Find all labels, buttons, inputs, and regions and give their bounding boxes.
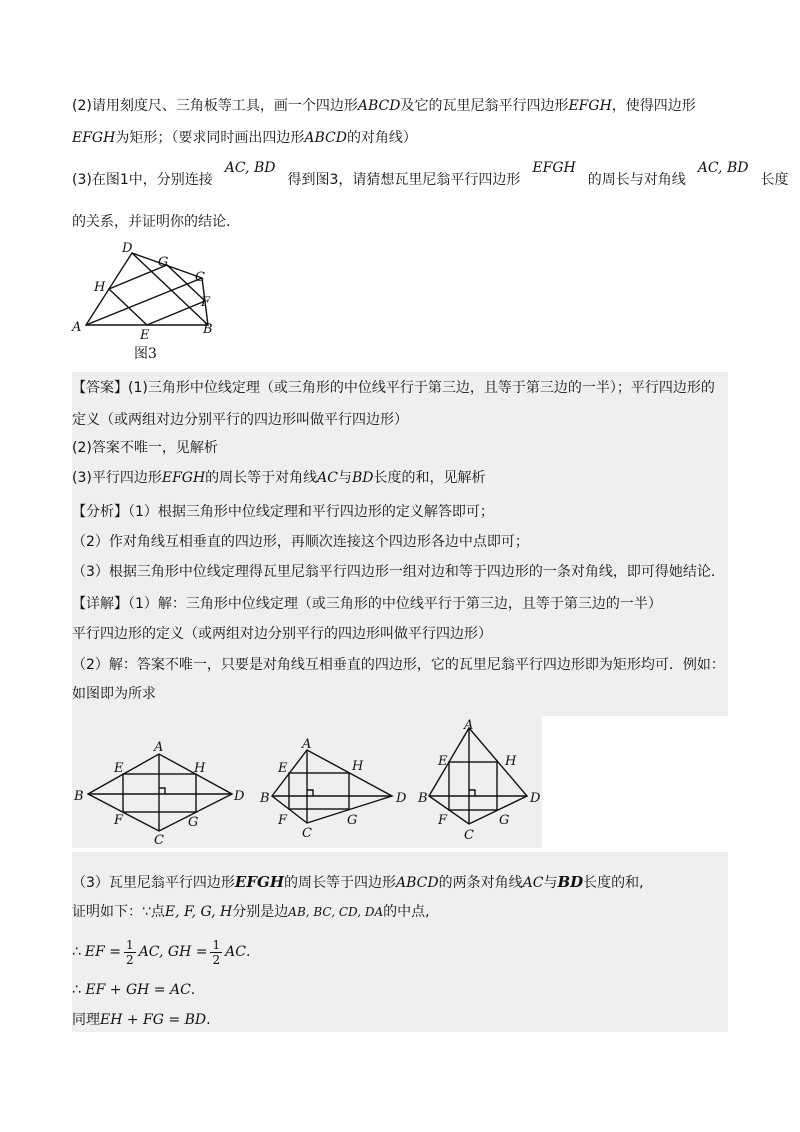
answer-line-3: (2)答案不唯一，见解析 — [72, 440, 218, 456]
math-ac-gh: AC, GH = — [138, 944, 208, 960]
proof-line-5 — [72, 1010, 211, 1030]
label-b: B — [203, 322, 213, 337]
diagonal-bd — [132, 253, 208, 325]
therefore-symbol: ∴ — [72, 944, 81, 960]
ex3-label-a: A — [464, 718, 474, 733]
analysis-line-3: （3）根据三角形中位线定理得瓦里尼翁平行四边形一组对边和等于四边形的一条对角线，即可得她结论． — [72, 564, 725, 580]
proof-line-2 — [72, 902, 430, 922]
q2-text: 的对角线） — [346, 130, 417, 146]
detail-line-2: 平行四边形的定义（或两组对边分别平行的四边形叫做平行四边形） — [72, 626, 492, 642]
proof-text: （3）瓦里尼翁平行四边形 — [72, 875, 235, 891]
ex2-label-c: C — [302, 826, 312, 841]
math-bd: BD — [352, 470, 374, 486]
math-ac: AC — [317, 470, 338, 486]
q3-text: (3)在图1中，分别连接 — [72, 172, 213, 188]
question-2-line-2 — [72, 128, 417, 148]
ex1-label-g: G — [188, 815, 199, 830]
ex1-label-f: F — [114, 813, 124, 828]
period: . — [206, 1012, 211, 1028]
math-bd: BD — [557, 873, 584, 891]
proof-line-3 — [72, 932, 250, 972]
math-efgh: EFGH — [532, 160, 576, 176]
q2-text: 为矩形；（要求同时画出四边形 — [115, 130, 305, 146]
label-a: A — [72, 320, 82, 335]
period: . — [190, 982, 196, 998]
ex1-label-d: D — [234, 789, 245, 804]
analysis-line-1: 【分析】（1）根据三角形中位线定理和平行四边形的定义解答即可； — [72, 504, 494, 520]
proof-text: 的两条对角线 — [438, 875, 523, 891]
ex3-label-e: E — [438, 754, 448, 769]
ex2-label-e: E — [278, 761, 288, 776]
math-ac-bd: AC, BD — [697, 160, 749, 176]
fraction-half — [124, 938, 136, 967]
ex2-label-b: B — [260, 791, 270, 806]
proof-line-4 — [72, 980, 195, 1000]
math-abcd: ABCD — [396, 875, 439, 891]
math-equation: EF + GH = AC — [85, 982, 191, 998]
therefore-symbol: ∴ — [72, 982, 81, 998]
question-2-line-1 — [72, 96, 696, 116]
proof-text: 与 — [543, 875, 558, 891]
label-h: H — [94, 280, 106, 295]
fraction-half — [210, 938, 222, 967]
fraction-numerator: 1 — [212, 937, 221, 952]
ex1-label-c: C — [154, 833, 164, 848]
example-3-rectangle — [449, 762, 497, 810]
ex3-label-d: D — [530, 791, 541, 806]
detail-line-3: （2）解：答案不唯一，只要是对角线互相垂直的四边形，它的瓦里尼翁平行四边形即为矩形均可．例如： — [72, 657, 725, 673]
q2-text: 及它的瓦里尼翁平行四边形 — [400, 98, 569, 114]
fraction-numerator: 1 — [126, 937, 134, 952]
answer-line-4 — [72, 468, 486, 488]
math-ac: AC — [522, 875, 544, 891]
ex1-label-a: A — [154, 740, 164, 755]
math-ac-bd: AC, BD — [224, 160, 276, 176]
math-efgh: EFGH — [161, 470, 206, 486]
ex2-label-f: F — [278, 813, 288, 828]
example-1-right-angle — [159, 788, 165, 794]
example-1-quadrilateral — [88, 754, 232, 831]
math-efgh: EFGH — [72, 130, 116, 146]
ex3-label-b: B — [418, 791, 428, 806]
q2-text: ，使得四边形 — [611, 98, 696, 114]
detail-line-4: 如图即为所求 — [72, 686, 156, 702]
example-2-rectangle — [289, 773, 349, 809]
math-sides: AB, BC, CD, DA — [288, 905, 384, 919]
ex2-label-a: A — [302, 737, 312, 752]
ex3-label-g: G — [499, 813, 510, 828]
analysis-line-2: （2）作对角线互相垂直的四边形，再顺次连接这个四边形各边中点即可； — [72, 534, 529, 550]
period: . — [245, 944, 251, 960]
proof-text: 的周长等于四边形 — [284, 875, 396, 891]
ex1-label-h: H — [194, 761, 206, 776]
ex2-label-h: H — [352, 759, 364, 774]
math-efgh: EFGH — [234, 873, 284, 891]
label-f: F — [201, 295, 211, 310]
example-figures — [72, 716, 542, 850]
math-equation: EH + FG = BD — [100, 1012, 207, 1028]
math-points: E, F, G, H — [164, 904, 233, 920]
label-g: G — [158, 255, 169, 270]
proof-text: 分别是边 — [232, 904, 289, 920]
proof-text: 长度的和, — [583, 875, 644, 891]
q3-text: 长度 — [760, 172, 789, 188]
math-abcd: ABCD — [304, 130, 347, 146]
q2-text: (2)请用刻度尺、三角板等工具，画一个四边形 — [72, 98, 358, 114]
detail-line-1: 【详解】（1）解：三角形中位线定理（或三角形的中位线平行于第三边，且等于第三边的一半） — [72, 596, 662, 612]
question-3-line-1 — [72, 160, 789, 190]
ex1-label-b: B — [74, 789, 84, 804]
math-ef: EF = — [84, 944, 122, 960]
answer-text: (3)平行四边形 — [72, 470, 162, 486]
q3-text: 得到图3，请猜想瓦里尼翁平行四边形 — [287, 172, 521, 188]
figure-3-caption: 图3 — [134, 346, 157, 362]
question-3-line-2: 的关系，并证明你的结论． — [72, 214, 240, 230]
fraction-denominator: 2 — [212, 952, 221, 967]
answer-text: 的周长等于对角线 — [205, 470, 318, 486]
proof-text: 同理 — [72, 1012, 100, 1028]
label-e: E — [140, 328, 150, 343]
label-c: C — [195, 270, 205, 285]
example-2-quadrilateral — [272, 750, 392, 823]
math-efgh: EFGH — [568, 98, 612, 114]
ex3-label-h: H — [505, 754, 517, 769]
example-2-right-angle — [307, 790, 313, 796]
answer-line-1: 【答案】(1)三角形中位线定理（或三角形的中位线平行于第三边，且等于第三边的一半）；平行四边形的 — [72, 380, 715, 396]
ex2-label-g: G — [347, 813, 358, 828]
math-ac: AC — [225, 944, 246, 960]
fraction-denominator: 2 — [126, 952, 134, 967]
example-3-right-angle — [469, 790, 475, 796]
answer-text: 与 — [338, 470, 352, 486]
ex1-label-e: E — [114, 761, 124, 776]
q3-text: 的周长与对角线 — [587, 172, 686, 188]
label-d: D — [122, 241, 133, 256]
ex3-label-f: F — [438, 813, 448, 828]
math-abcd: ABCD — [357, 98, 401, 114]
proof-line-1 — [72, 872, 644, 893]
answer-line-2: 定义（或两组对边分别平行的四边形叫做平行四边形） — [72, 412, 408, 428]
ex2-label-d: D — [396, 791, 407, 806]
ex3-label-c: C — [464, 828, 474, 843]
answer-text: 长度的和，见解析 — [373, 470, 486, 486]
proof-text: 的中点, — [383, 904, 430, 920]
proof-text: 证明如下：∵点 — [72, 904, 165, 920]
